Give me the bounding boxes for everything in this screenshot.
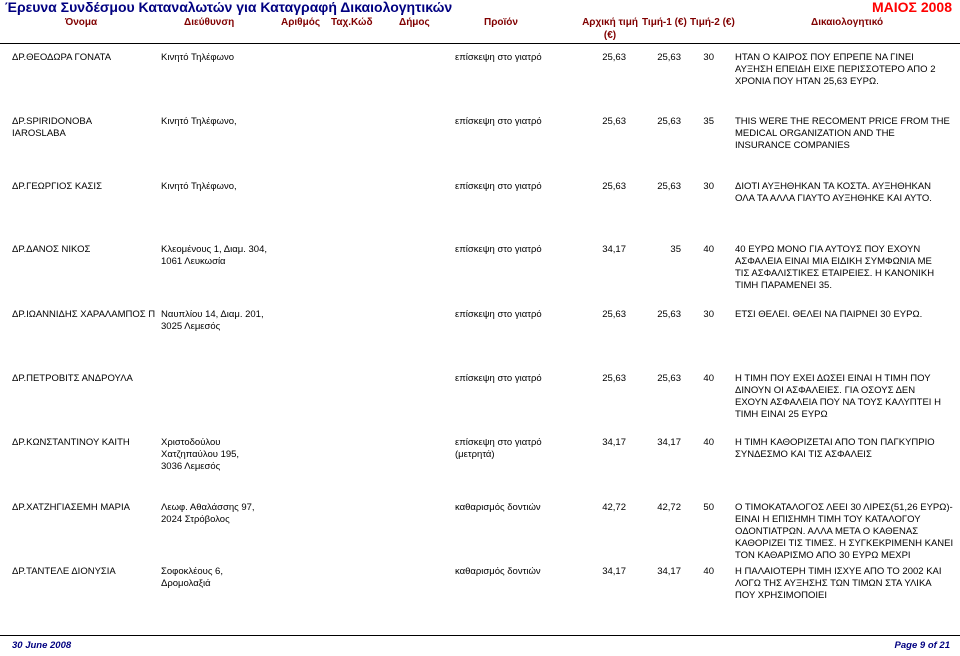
cell-address: Κινητό Τηλέφωνο, [161, 181, 237, 192]
cell-price2: 50 [703, 502, 714, 513]
cell-address: Κινητό Τηλέφωνο [161, 52, 234, 63]
cell-price1: 34,17 [657, 566, 681, 577]
cell-address: Ναυπλίου 14, Διαμ. 201, 3025 Λεμεσός [161, 309, 264, 332]
cell-product: καθαρισμός δοντιών [455, 566, 541, 577]
cell-price2: 35 [703, 116, 714, 127]
cell-note: Η ΤΙΜΗ ΚΑΘΟΡΙΖΕΤΑΙ ΑΠΟ ΤΟΝ ΠΑΓΚΥΠΡΙΟ ΣΥΝΔΕΣΜΟ ΚΑΙ ΤΙΣ ΑΣΦΑΛΕΙΣ [735, 437, 935, 460]
col-header-product: Προϊόν [484, 17, 518, 28]
col-header-price1: Τιμή-1 (€) [642, 17, 687, 28]
header-divider [0, 43, 960, 44]
col-header-initial-price-line1: Αρχική τιμή [582, 17, 638, 28]
cell-initial-price: 25,63 [602, 373, 626, 384]
cell-price1: 25,63 [657, 52, 681, 63]
cell-note: ΗΤΑΝ Ο ΚΑΙΡΟΣ ΠΟΥ ΕΠΡΕΠΕ ΝΑ ΓΙΝΕΙ ΑΥΞΗΣΗ ΕΠΕΙΔΗ ΕΙΧΕ ΠΕΡΙΣΣΟΤΕΡΟ ΑΠΟ 2 ΧΡΟΝΙΑ ΠΟΥ ΗΤΑΝ 25,63 ΕΥΡΩ. [735, 52, 936, 87]
report-month: ΜΑΙΟΣ 2008 [872, 0, 952, 15]
cell-product: επίσκεψη στο γιατρό [455, 309, 542, 320]
cell-product: επίσκεψη στο γιατρό [455, 52, 542, 63]
cell-address: Κλεομένους 1, Διαμ. 304, 1061 Λευκωσία [161, 244, 267, 267]
cell-initial-price: 42,72 [602, 502, 626, 513]
cell-address: Σοφοκλέους 6, Δρομολαξιά [161, 566, 223, 589]
footer-date: 30 June 2008 [12, 640, 72, 651]
col-header-price2: Τιμή-2 (€) [690, 17, 735, 28]
col-header-municipality: Δήμος [399, 17, 430, 28]
col-header-number: Αριθμός [281, 17, 321, 28]
cell-address: Λεωφ. Αθαλάσσης 97, 2024 Στρόβολος [161, 502, 255, 525]
cell-price2: 40 [703, 244, 714, 255]
cell-initial-price: 25,63 [602, 52, 626, 63]
cell-name: ΔΡ.ΚΩΝΣΤΑΝΤΙΝΟΥ ΚΑΙΤΗ [12, 437, 130, 448]
cell-initial-price: 25,63 [602, 181, 626, 192]
cell-address: Κινητό Τηλέφωνο, [161, 116, 237, 127]
cell-price1: 35 [670, 244, 681, 255]
cell-price2: 30 [703, 52, 714, 63]
col-header-initial-price-line2: (€) [603, 30, 617, 41]
cell-product: επίσκεψη στο γιατρό [455, 244, 542, 255]
footer-divider [0, 635, 960, 636]
col-header-address: Διεύθυνση [184, 17, 235, 28]
cell-product: επίσκεψη στο γιατρό [455, 373, 542, 384]
cell-price2: 30 [703, 181, 714, 192]
cell-initial-price: 34,17 [602, 566, 626, 577]
cell-name: ΔΡ.ΘΕΟΔΩΡΑ ΓΟΝΑΤΑ [12, 52, 112, 63]
cell-name: ΔΡ.ΧΑΤΖΗΓΙΑΣΕΜΗ ΜΑΡΙΑ [12, 502, 130, 513]
cell-initial-price: 34,17 [602, 244, 626, 255]
cell-name: ΔΡ.ΤΑΝΤΕΛΕ ΔΙΟΝΥΣΙΑ [12, 566, 116, 577]
cell-name: ΔΡ.ΠΕΤΡΟΒΙΤΣ ΑΝΔΡΟΥΛΑ [12, 373, 133, 384]
cell-note: Η ΤΙΜΗ ΠΟΥ ΕΧΕΙ ΔΩΣΕΙ ΕΙΝΑΙ Η ΤΙΜΗ ΠΟΥ ΔΙΝΟΥΝ ΟΙ ΑΣΦΑΛΕΙΕΣ. ΓΙΑ ΟΣΟΥΣ ΔΕΝ ΕΧΟΥΝ ΑΣΦΑΛΕΙΑ ΠΟΥ ΝΑ ΤΟΥΣ ΚΑΛΥΠΤΕΙ Η ΤΙΜΗ ΕΙΝΑΙ 25 ΕΥΡΩ [735, 373, 941, 420]
cell-price1: 25,63 [657, 181, 681, 192]
cell-initial-price: 34,17 [602, 437, 626, 448]
cell-price2: 40 [703, 373, 714, 384]
cell-price1: 42,72 [657, 502, 681, 513]
cell-note: ΕΤΣΙ ΘΕΛΕΙ. ΘΕΛΕΙ ΝΑ ΠΑΙΡΝΕΙ 30 ΕΥΡΩ. [735, 309, 923, 320]
report-title: Έρευνα Συνδέσμου Καταναλωτών για Καταγραφή Δικαιολογητικών [5, 0, 453, 15]
cell-price1: 25,63 [657, 373, 681, 384]
cell-price1: 25,63 [657, 116, 681, 127]
col-header-postal: Ταχ.Κώδ [331, 17, 373, 28]
cell-price1: 25,63 [657, 309, 681, 320]
cell-product: επίσκεψη στο γιατρό [455, 116, 542, 127]
cell-price1: 34,17 [657, 437, 681, 448]
cell-product: καθαρισμός δοντιών [455, 502, 541, 513]
cell-product: επίσκεψη στο γιατρό (μετρητά) [455, 437, 542, 460]
cell-name: ΔΡ.ΔΑΝΟΣ ΝΙΚΟΣ [12, 244, 91, 255]
cell-initial-price: 25,63 [602, 309, 626, 320]
cell-note: Η ΠΑΛΑΙΟΤΕΡΗ ΤΙΜΗ ΙΣΧΥΕ ΑΠΟ ΤΟ 2002 ΚΑΙ ΛΟΓΩ ΤΗΣ ΑΥΞΗΣΗΣ ΤΩΝ ΤΙΜΩΝ ΣΤΑ ΥΛΙΚΑ ΠΟΥ ΧΡΗΣΙΜΟΠΟΙΕΙ [735, 566, 942, 601]
cell-note: 40 ΕΥΡΩ ΜΟΝΟ ΓΙΑ ΑΥΤΟΥΣ ΠΟΥ ΕΧΟΥΝ ΑΣΦΑΛΕΙΑ ΕΙΝΑΙ ΜΙΑ ΕΙΔΙΚΗ ΣΥΜΦΩΝΙΑ ΜΕ ΤΙΣ ΑΣΦΑΛΙΣΤΙΚΕΣ ΕΤΑΙΡΕΙΕΣ. Η ΚΑΝΟΝΙΚΗ ΤΙΜΗ ΠΑΡΑΜΕΝΕΙ 35. [735, 244, 935, 291]
cell-price2: 40 [703, 566, 714, 577]
cell-product: επίσκεψη στο γιατρό [455, 181, 542, 192]
cell-note: THIS WERE THE RECOMENT PRICE FROM THE MEDICAL ORGANIZATION AND THE INSURANCE COMPANIES [735, 116, 950, 151]
cell-note: Ο ΤΙΜΟΚΑΤΑΛΟΓΟΣ ΛΕΕΙ 30 ΛΙΡΕΣ(51,26 ΕΥΡΩ)- ΕΙΝΑΙ Η ΕΠΙΣΗΜΗ ΤΙΜΗ ΤΟΥ ΚΑΤΑΛΟΓΟΥ ΟΔΟΝΤΙΑΤΡΩΝ. ΑΛΛΑ ΜΕΤΑ Ο ΚΑΘΕΝΑΣ ΚΑΘΟΡΙΖΕΙ ΤΙΣ ΤΙΜΕΣ. Η ΣΥΓΚΕΚΡΙΜΕΝΗ ΚΑΝΕΙ ΤΟΝ ΚΑΘΑΡΙΣΜΟ ΑΠΟ 30 ΕΥΡΩ ΜΕΧΡΙ [735, 502, 954, 561]
cell-price2: 40 [703, 437, 714, 448]
cell-note: ΔΙΟΤΙ ΑΥΞΗΘΗΚΑΝ ΤΑ ΚΟΣΤΑ. ΑΥΞΗΘΗΚΑΝ ΟΛΑ ΤΑ ΑΛΛΑ ΓΙΑΥΤΟ ΑΥΞΗΘΗΚΕ ΚΑΙ ΑΥΤΟ. [735, 181, 932, 204]
col-header-justification: Δικαιολογητικό [811, 17, 884, 28]
cell-name: ΔΡ.SPIRIDONOBA IAROSLABA [12, 116, 92, 139]
cell-address: Χριστοδούλου Χατζηπαύλου 195, 3036 Λεμεσός [161, 437, 240, 472]
cell-name: ΔΡ.ΙΩΑΝΝΙΔΗΣ ΧΑΡΑΛΑΜΠΟΣ Π [12, 309, 156, 320]
col-header-name: Όνομα [65, 17, 98, 28]
cell-price2: 30 [703, 309, 714, 320]
cell-initial-price: 25,63 [602, 116, 626, 127]
col-header-initial-price [582, 16, 638, 42]
cell-name: ΔΡ.ΓΕΩΡΓΙΟΣ ΚΑΣΙΣ [12, 181, 102, 192]
page-number: Page 9 of 21 [894, 640, 950, 651]
